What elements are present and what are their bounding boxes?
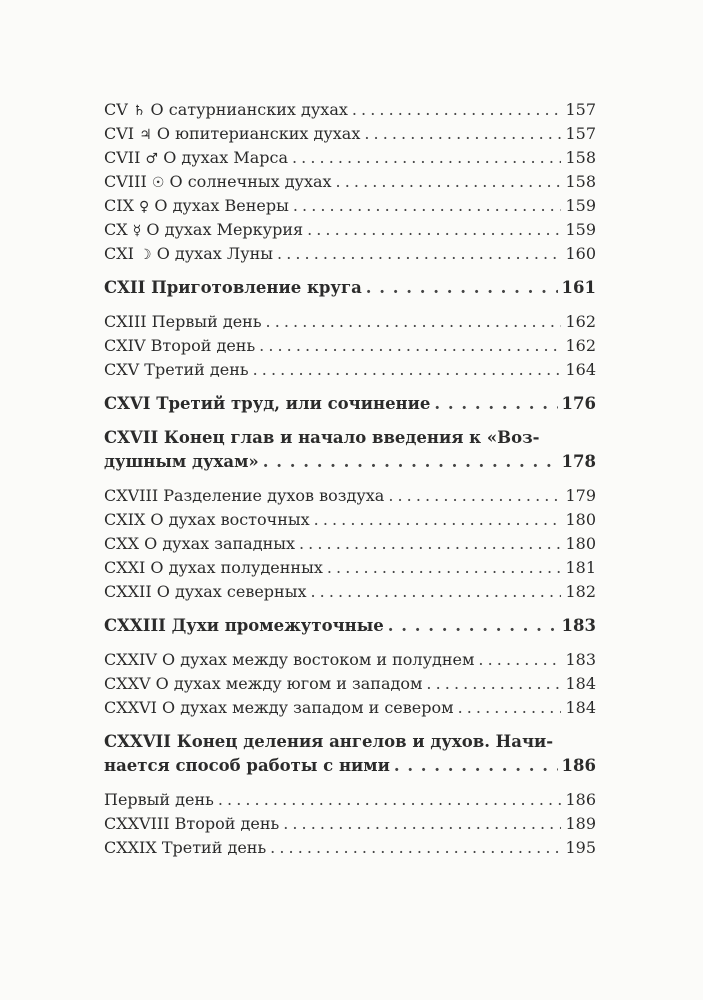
dot-leader xyxy=(266,310,562,334)
entry-title: CXXVI О духах между западом и севером xyxy=(104,698,454,717)
toc-entry xyxy=(104,194,596,218)
dot-leader xyxy=(310,580,561,604)
entry-title: душным духам» xyxy=(104,452,259,471)
dot-leader xyxy=(364,122,561,146)
entry-title: CVII ♂ О духах Марса xyxy=(104,148,288,167)
dot-leader xyxy=(352,98,562,122)
dot-leader xyxy=(394,754,558,778)
dot-leader xyxy=(307,218,561,242)
page-number: 162 xyxy=(565,336,596,355)
page-number: 157 xyxy=(565,100,596,119)
page-number: 184 xyxy=(565,674,596,693)
page-number: 161 xyxy=(561,278,596,297)
dot-leader xyxy=(292,146,561,170)
entry-title: CXIX О духах восточных xyxy=(104,510,310,529)
page-number: 195 xyxy=(565,838,596,857)
page-number: 159 xyxy=(565,220,596,239)
dot-leader xyxy=(434,392,557,416)
page-number: 160 xyxy=(565,244,596,263)
page-number: 164 xyxy=(565,360,596,379)
page-number: 158 xyxy=(565,148,596,167)
toc-entry xyxy=(104,310,596,334)
page-number: 180 xyxy=(565,510,596,529)
page-number: 157 xyxy=(565,124,596,143)
page-number: 159 xyxy=(565,196,596,215)
entry-title-line1: CXXVII Конец деления ангелов и духов. Начи- xyxy=(104,732,554,751)
dot-leader xyxy=(218,788,562,812)
entry-title: CX ☿ О духах Меркурия xyxy=(104,220,304,239)
dot-leader xyxy=(270,836,561,860)
toc-chapter-entry xyxy=(104,392,596,416)
dot-leader xyxy=(277,242,561,266)
entry-title: CXV Третий день xyxy=(104,360,249,379)
page-number: 162 xyxy=(565,312,596,331)
dot-leader xyxy=(263,450,558,474)
dot-leader xyxy=(314,508,562,532)
entry-title: CVIII ☉ О солнечных духах xyxy=(104,172,332,191)
page-number: 179 xyxy=(565,486,596,505)
sun-symbol-icon: ☉ xyxy=(151,175,165,191)
entry-title: CXXII О духах северных xyxy=(104,582,307,601)
dot-leader xyxy=(253,358,562,382)
entry-title: CXXI О духах полуденных xyxy=(104,558,323,577)
entry-title-line1: CXVII Конец глав и начало введения к «Воз- xyxy=(104,428,540,447)
dot-leader xyxy=(336,170,562,194)
entry-title: CXXIII Духи промежуточные xyxy=(104,616,384,635)
entry-title: нается способ работы с ними xyxy=(104,756,390,775)
toc-entry xyxy=(104,508,596,532)
entry-title: CXX О духах западных xyxy=(104,534,295,553)
dot-leader xyxy=(299,532,561,556)
toc-entry xyxy=(104,696,596,720)
toc-entry xyxy=(104,242,596,266)
toc-entry xyxy=(104,556,596,580)
toc-chapter-entry xyxy=(104,426,596,474)
toc-entry xyxy=(104,98,596,122)
toc-entry xyxy=(104,648,596,672)
page-number: 176 xyxy=(561,394,596,413)
jupiter-symbol-icon: ♃ xyxy=(139,127,152,143)
dot-leader xyxy=(366,276,558,300)
mars-symbol-icon: ♂ xyxy=(145,151,159,167)
toc-entry xyxy=(104,170,596,194)
toc-entry xyxy=(104,358,596,382)
saturn-symbol-icon: ♄ xyxy=(132,103,146,119)
toc-entry xyxy=(104,812,596,836)
entry-title: CXIII Первый день xyxy=(104,312,262,331)
toc-entry xyxy=(104,788,596,812)
entry-title: CXVIII Разделение духов воздуха xyxy=(104,486,385,505)
dot-leader xyxy=(478,648,561,672)
toc-entry xyxy=(104,122,596,146)
toc-entry xyxy=(104,484,596,508)
toc-entry xyxy=(104,146,596,170)
page-number: 181 xyxy=(565,558,596,577)
dot-leader xyxy=(259,334,561,358)
dot-leader xyxy=(283,812,561,836)
toc-entry xyxy=(104,672,596,696)
toc-entry xyxy=(104,334,596,358)
toc-entry xyxy=(104,836,596,860)
dot-leader xyxy=(426,672,561,696)
dot-leader xyxy=(293,194,562,218)
dot-leader xyxy=(327,556,562,580)
entry-title: CXXV О духах между югом и западом xyxy=(104,674,423,693)
entry-title: Первый день xyxy=(104,790,214,809)
entry-title: CVI ♃ О юпитерианских духах xyxy=(104,124,361,143)
entry-title: CXVI Третий труд, или сочинение xyxy=(104,394,431,413)
toc-entry xyxy=(104,532,596,556)
entry-title: CXIV Второй день xyxy=(104,336,256,355)
page-number: 183 xyxy=(565,650,596,669)
page-number: 183 xyxy=(561,616,596,635)
dot-leader xyxy=(458,696,562,720)
toc-entry xyxy=(104,218,596,242)
entry-title: CXXIV О духах между востоком и полуднем xyxy=(104,650,475,669)
page-number: 158 xyxy=(565,172,596,191)
entry-title: CIX ♀ О духах Венеры xyxy=(104,196,289,215)
page-number: 186 xyxy=(565,790,596,809)
page-number: 186 xyxy=(561,756,596,775)
mercury-symbol-icon: ☿ xyxy=(132,223,142,239)
entry-title: CV ♄ О сатурнианских духах xyxy=(104,100,348,119)
dot-leader xyxy=(388,484,561,508)
page-number: 182 xyxy=(565,582,596,601)
toc-chapter-entry xyxy=(104,730,596,778)
entry-title: CXXIX Третий день xyxy=(104,838,267,857)
table-of-contents xyxy=(104,98,596,860)
moon-symbol-icon: ☽ xyxy=(139,247,152,263)
entry-title: CXXVIII Второй день xyxy=(104,814,280,833)
entry-title: CXII Приготовление круга xyxy=(104,278,362,297)
toc-entry xyxy=(104,580,596,604)
toc-chapter-entry xyxy=(104,614,596,638)
page-number: 189 xyxy=(565,814,596,833)
toc-chapter-entry xyxy=(104,276,596,300)
page-number: 180 xyxy=(565,534,596,553)
page-number: 184 xyxy=(565,698,596,717)
page-number: 178 xyxy=(561,452,596,471)
venus-symbol-icon: ♀ xyxy=(139,199,150,215)
dot-leader xyxy=(388,614,558,638)
entry-title: CXI ☽ О духах Луны xyxy=(104,244,274,263)
